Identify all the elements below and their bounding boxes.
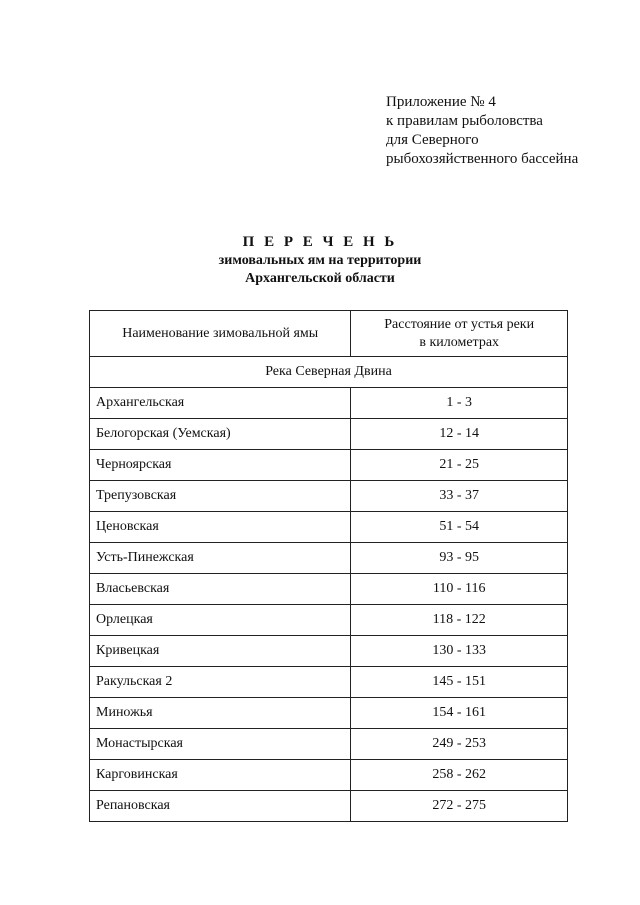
pit-name: Репановская [90, 791, 351, 822]
table-header-row [90, 311, 568, 357]
table-row [90, 636, 568, 667]
pit-name: Ракульская 2 [90, 667, 351, 698]
header-distance [351, 311, 568, 357]
appendix-rules: к правилам рыболовства [386, 113, 543, 129]
table-row [90, 791, 568, 822]
pit-name: Карговинская [90, 760, 351, 791]
header-name: Наименование зимовальной ямы [90, 311, 351, 357]
pit-distance: 154 - 161 [351, 698, 568, 729]
pit-name: Черноярская [90, 450, 351, 481]
table-body [90, 357, 568, 822]
table-row [90, 481, 568, 512]
pit-distance: 145 - 151 [351, 667, 568, 698]
table-row [90, 760, 568, 791]
pit-distance: 21 - 25 [351, 450, 568, 481]
pit-distance: 12 - 14 [351, 419, 568, 450]
document-subtitle: зимовальных ям на территории [218, 253, 422, 268]
pit-name: Архангельская [90, 388, 351, 419]
table-row [90, 605, 568, 636]
pit-distance: 93 - 95 [351, 543, 568, 574]
pit-distance: 118 - 122 [351, 605, 568, 636]
river-name: Река Северная Двина [90, 357, 568, 388]
pit-name: Усть-Пинежская [90, 543, 351, 574]
appendix-basin: рыбохозяйственного бассейна [386, 151, 579, 167]
document-region: Архангельской области [245, 271, 395, 286]
pit-name: Монастырская [90, 729, 351, 760]
pit-name: Белогорская (Уемская) [90, 419, 351, 450]
appendix-reference [386, 93, 578, 169]
header-distance-line1: Расстояние от устья реки [384, 316, 535, 332]
table-row [90, 450, 568, 481]
pit-distance: 110 - 116 [351, 574, 568, 605]
pit-name: Власьевская [90, 574, 351, 605]
pit-distance: 249 - 253 [351, 729, 568, 760]
river-row [90, 357, 568, 388]
table-row [90, 698, 568, 729]
appendix-number: Приложение № 4 [386, 94, 496, 110]
pit-distance: 33 - 37 [351, 481, 568, 512]
header-distance-line2: в километрах [419, 334, 500, 350]
pit-name: Орлецкая [90, 605, 351, 636]
table-row [90, 729, 568, 760]
pit-distance: 51 - 54 [351, 512, 568, 543]
pit-name: Ценовская [90, 512, 351, 543]
table-row [90, 574, 568, 605]
document-heading [0, 232, 640, 288]
pit-distance: 272 - 275 [351, 791, 568, 822]
table-row [90, 419, 568, 450]
pit-name: Миножья [90, 698, 351, 729]
wintering-pits-table [89, 310, 568, 822]
table-row [90, 667, 568, 698]
table-row [90, 543, 568, 574]
pit-distance: 130 - 133 [351, 636, 568, 667]
pit-distance: 1 - 3 [351, 388, 568, 419]
appendix-region: для Северного [386, 132, 479, 148]
pit-name: Трепузовская [90, 481, 351, 512]
pit-distance: 258 - 262 [351, 760, 568, 791]
pit-name: Кривецкая [90, 636, 351, 667]
table-row [90, 512, 568, 543]
table-row [90, 388, 568, 419]
document-title: П Е Р Е Ч Е Н Ь [242, 234, 398, 250]
